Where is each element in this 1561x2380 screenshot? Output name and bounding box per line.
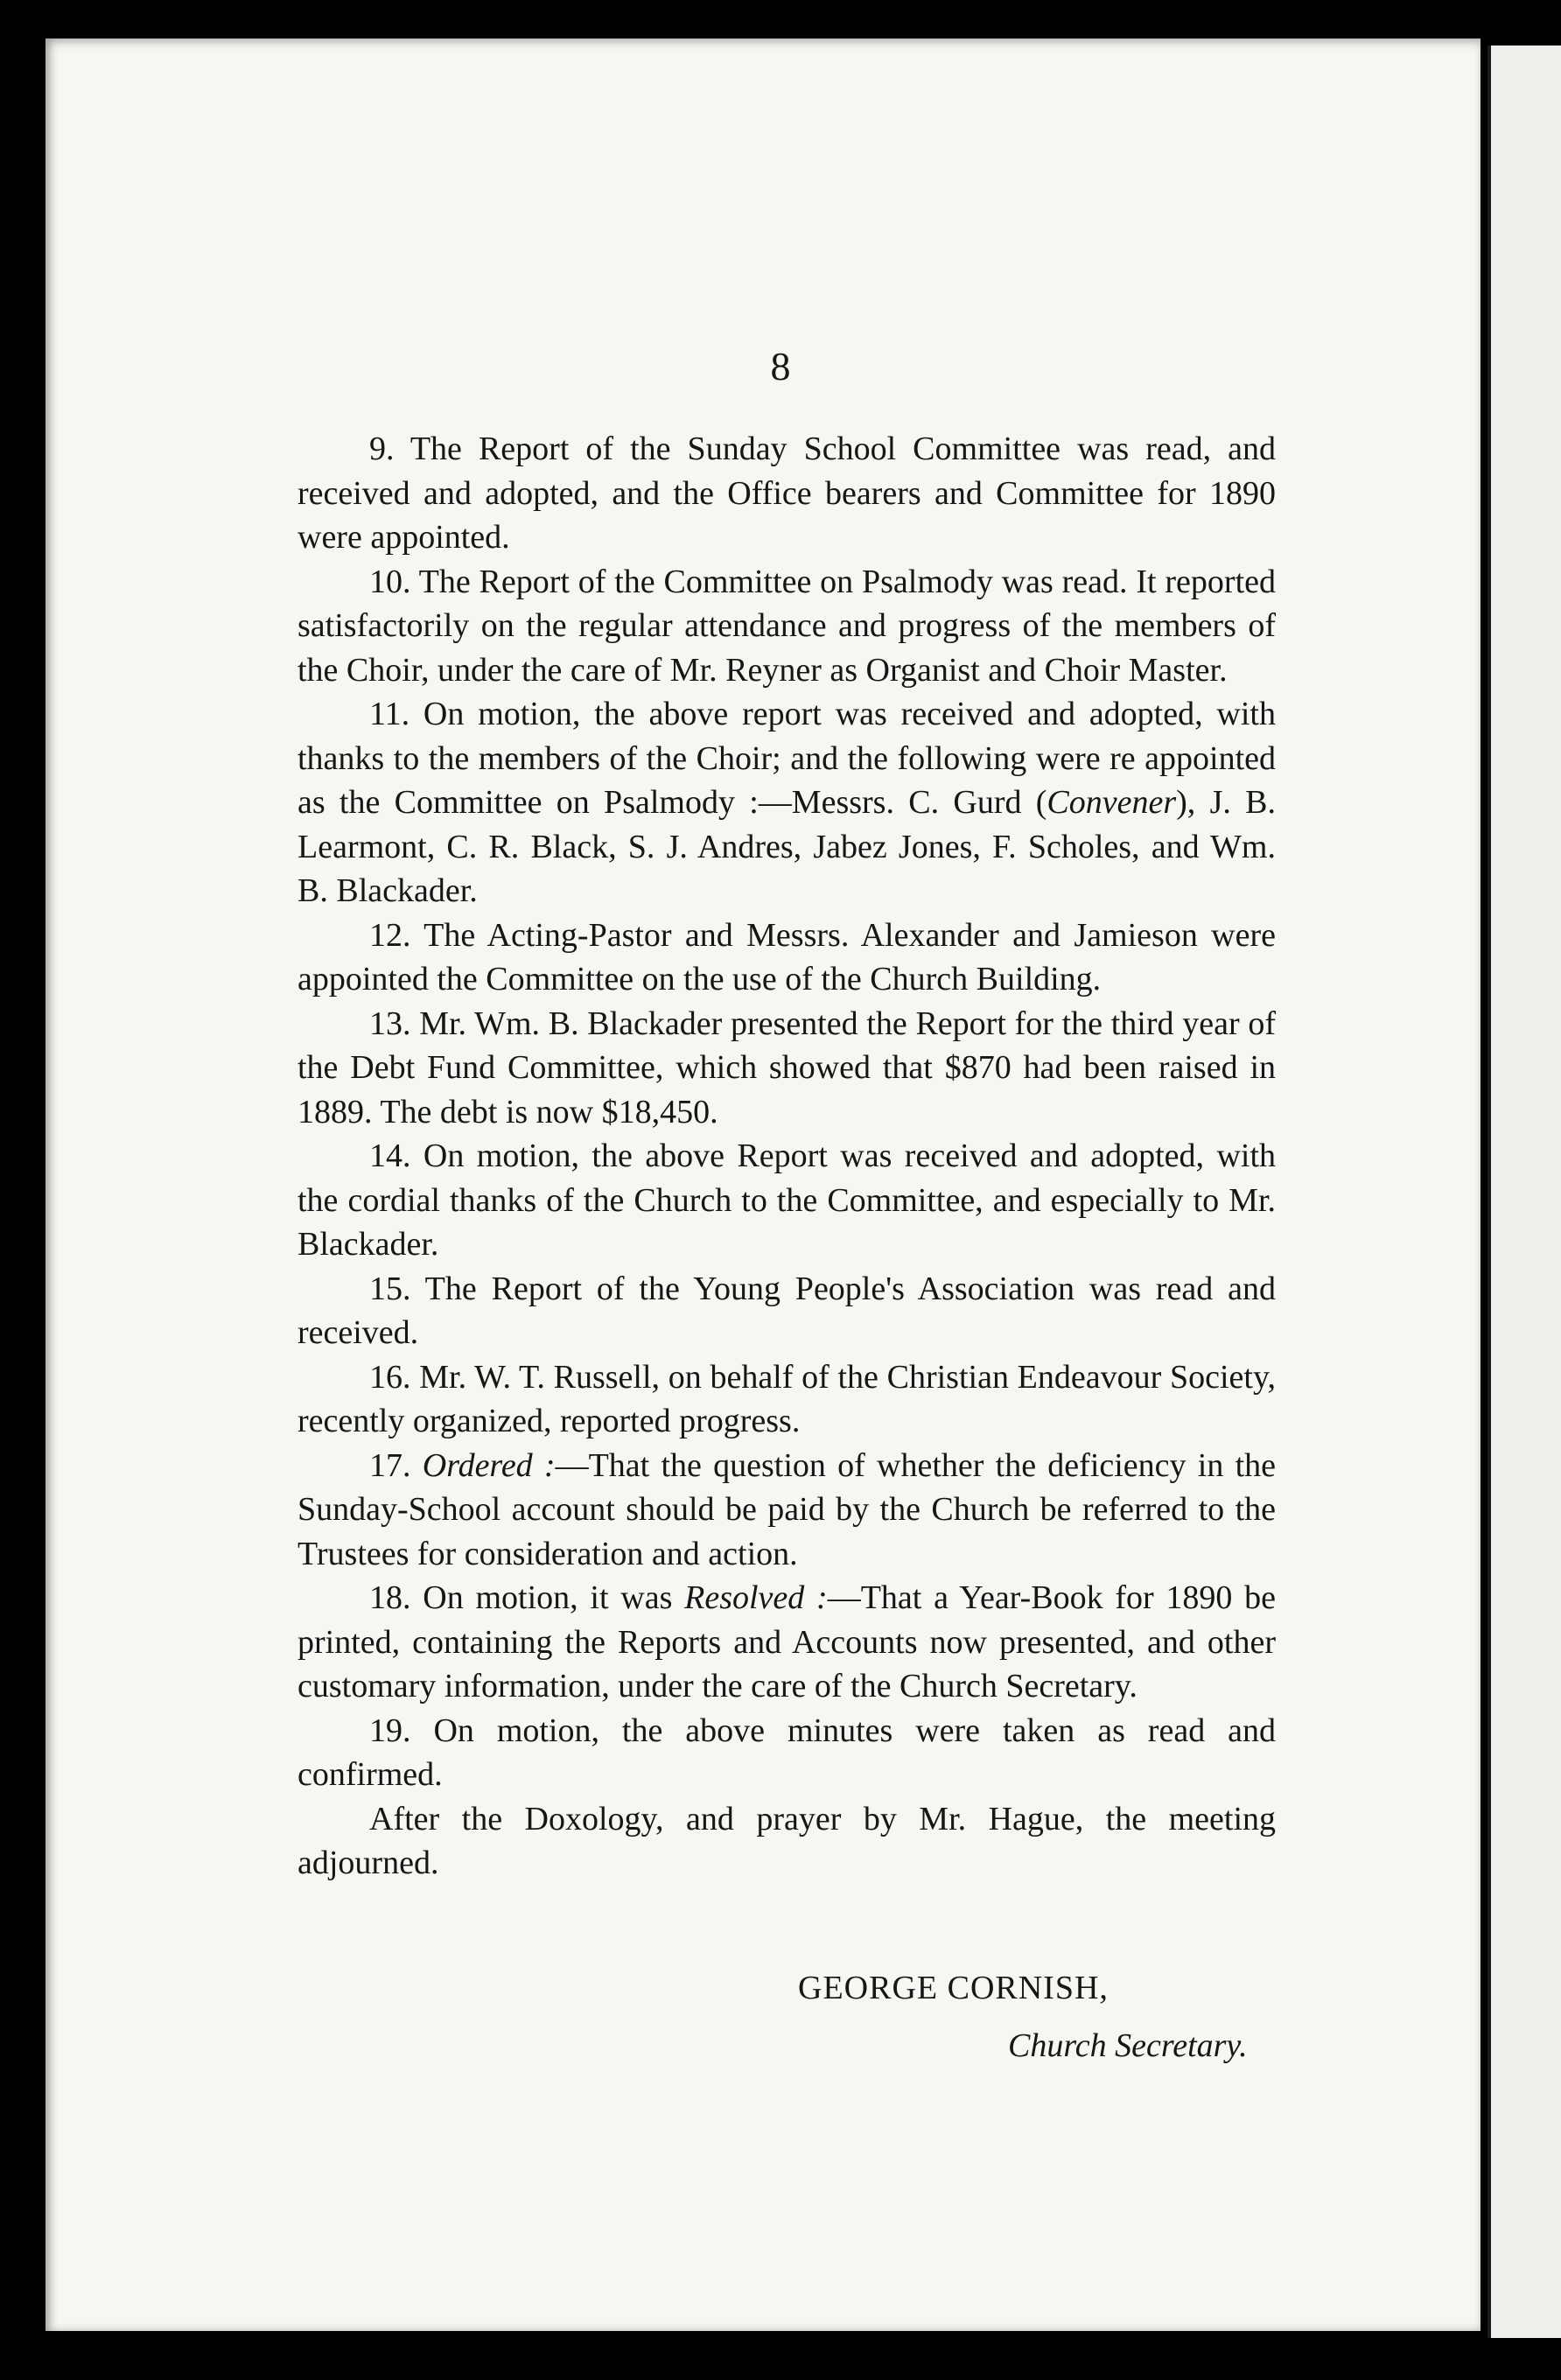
minute-19: 19. On motion, the above minutes were taken as read and confirmed. [298, 1712, 1276, 1793]
minute-13: 13. Mr. Wm. B. Blackader presented the Report for the third year of the Debt Fund Committee, which showed that $870 had been raised in 1889. The debt is now $18,450. [298, 1004, 1276, 1130]
minutes-body [298, 427, 1276, 1886]
minute-17: 17. Ordered :—That the question of whether the deficiency in the Sunday-School account should be paid by the Church be referred to the Trustees for consideration and action. [298, 1446, 1277, 1572]
minute-10: 10. The Report of the Committee on Psalmody was read. It reported satisfactorily on the regular attendance and progress of the members of the Choir, under the care of Mr. Reyner as Organist and Choir Master. [298, 563, 1276, 689]
signature-title: Church Secretary. [1008, 2027, 1248, 2064]
minute-14: 14. On motion, the above Report was received and adopted, with the cordial thanks of the Church to the Committee, and especially to Mr. Blackader. [298, 1138, 1276, 1263]
minute-18: 18. On motion, it was Resolved :—That a Year-Book for 1890 be printed, containing the Reports and Accounts now presented, and other customary information, under the care of the Church Secretary. [298, 1579, 1277, 1704]
minute-11: 11. On motion, the above report was received and adopted, with thanks to the members of the Choir; and the following were re appointed as the Committee on Psalmody :—Messrs. C. Gurd (Convener), J. B. Learmont, C. R. Black, S. J. Andres, Jabez Jones, F. Scholes, and Wm. B. Blackader. [298, 696, 1276, 909]
minute-15: 15. The Report of the Young People's Association was read and received. [298, 1270, 1276, 1351]
signature-name: GEORGE CORNISH, [798, 1970, 1109, 2006]
page-number: 8 [770, 344, 791, 388]
minute-12: 12. The Acting-Pastor and Messrs. Alexander and Jamieson were appointed the Committee on the use of the Church Building. [298, 916, 1276, 998]
minute-16: 16. Mr. W. T. Russell, on behalf of the Christian Endeavour Society, recently organized, reported progress. [298, 1358, 1276, 1439]
closing-paragraph: After the Doxology, and prayer by Mr. Hague, the meeting adjourned. [298, 1800, 1276, 1881]
facing-page-edge [1488, 46, 1561, 2338]
minute-9: 9. The Report of the Sunday School Committee was read, and received and adopted, and the Office bearers and Committee for 1890 were appointed. [298, 430, 1276, 556]
